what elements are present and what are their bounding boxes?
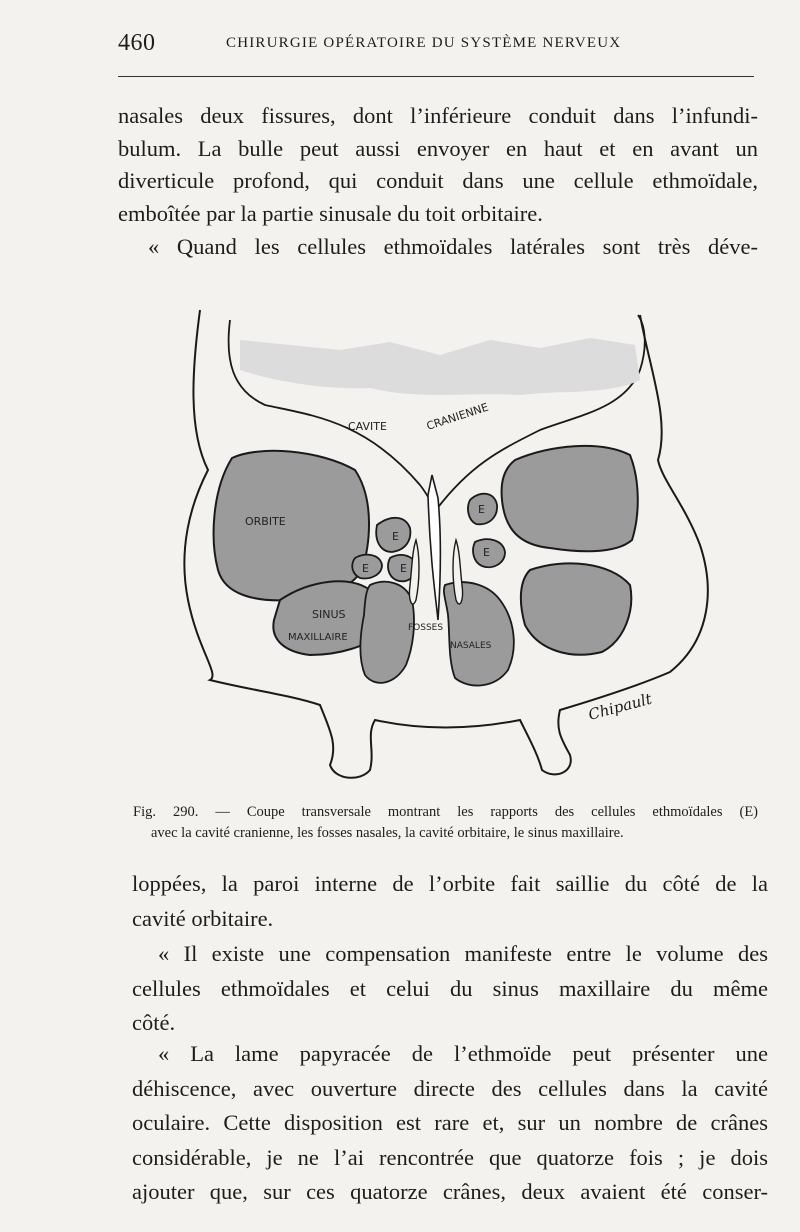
label-e: E: [392, 530, 399, 543]
brain-shading: [240, 338, 640, 395]
turbinate: [409, 540, 419, 604]
paragraph: [132, 867, 768, 936]
figure-drawing: [170, 300, 730, 800]
label-sinus: SINUS: [312, 608, 346, 621]
paragraph: [132, 937, 768, 1041]
text-line: considérable, je ne l’ai rencontrée que quatorze fois ; je dois: [132, 1144, 768, 1170]
label-maxillaire: MAXILLAIRE: [288, 632, 348, 643]
text-line: cellules ethmoïdales et celui du sinus maxillaire du même: [132, 975, 768, 1001]
label-fosses: FOSSES: [408, 623, 444, 633]
text-line: déhiscence, avec ouverture directe des cellules dans la cavité: [132, 1075, 768, 1101]
page-number: 460: [118, 30, 156, 56]
text-line: loppées, la paroi interne de l’orbite fait saillie du côté de la: [132, 871, 768, 896]
header-rule: [118, 76, 754, 77]
label-cranienne: CRANIENNE: [424, 400, 491, 433]
right-nasal-fossa: [444, 582, 514, 685]
artist-signature: Chipault: [586, 689, 654, 724]
label-nasales: NASALES: [450, 641, 492, 651]
paragraph: [132, 1037, 768, 1210]
label-e: E: [483, 546, 490, 559]
caption-line: Fig. 290. — Coupe transversale montrant les rapports des cellules ethmoïdales (E): [133, 804, 758, 820]
page-header: [118, 30, 758, 60]
running-title: CHIRURGIE OPÉRATOIRE DU SYSTÈME NERVEUX: [226, 35, 622, 51]
turbinate: [453, 540, 463, 604]
caption-line: avec la cavité cranienne, les fosses nasales, la cavité orbitaire, le sinus maxillaire.: [151, 825, 624, 841]
right-orbit: [502, 446, 638, 551]
label-cavite: CAVITE: [348, 420, 387, 433]
nasal-septum: [428, 475, 440, 620]
figure-anatomical-section: [170, 300, 730, 800]
text-line: ajouter que, sur ces quatorze crânes, deux avaient été conser-: [132, 1179, 768, 1204]
text-line: emboîtée par la partie sinusale du toit orbitaire.: [118, 201, 543, 227]
text-line: côté.: [132, 1010, 176, 1035]
text-line: bulum. La bulle peut aussi envoyer en haut et en avant un: [118, 135, 758, 161]
left-nasal-fossa: [360, 582, 414, 683]
text-line: « Il existe une compensation manifeste entre le volume des: [158, 941, 768, 966]
figure-caption: [133, 802, 758, 844]
text-line: « Quand les cellules ethmoïdales latérales sont très déve-: [148, 233, 758, 259]
top-paragraph: [118, 100, 758, 264]
text-line: cavité orbitaire.: [132, 905, 274, 931]
label-e: E: [478, 503, 485, 516]
text-line: nasales deux fissures, dont l’inférieure conduit dans l’infundi-: [118, 103, 758, 128]
text-line: diverticule profond, qui conduit dans une cellule ethmoïdale,: [118, 168, 758, 194]
text-line: oculaire. Cette disposition est rare et, sur un nombre de crânes: [132, 1110, 768, 1135]
text-line: « La lame papyracée de l’ethmoïde peut présenter une: [158, 1041, 768, 1066]
label-e: E: [362, 562, 369, 575]
right-maxillary-sinus: [521, 563, 631, 654]
label-orbite: ORBITE: [245, 515, 286, 528]
left-orbit: [214, 451, 369, 601]
label-e: E: [400, 562, 407, 575]
